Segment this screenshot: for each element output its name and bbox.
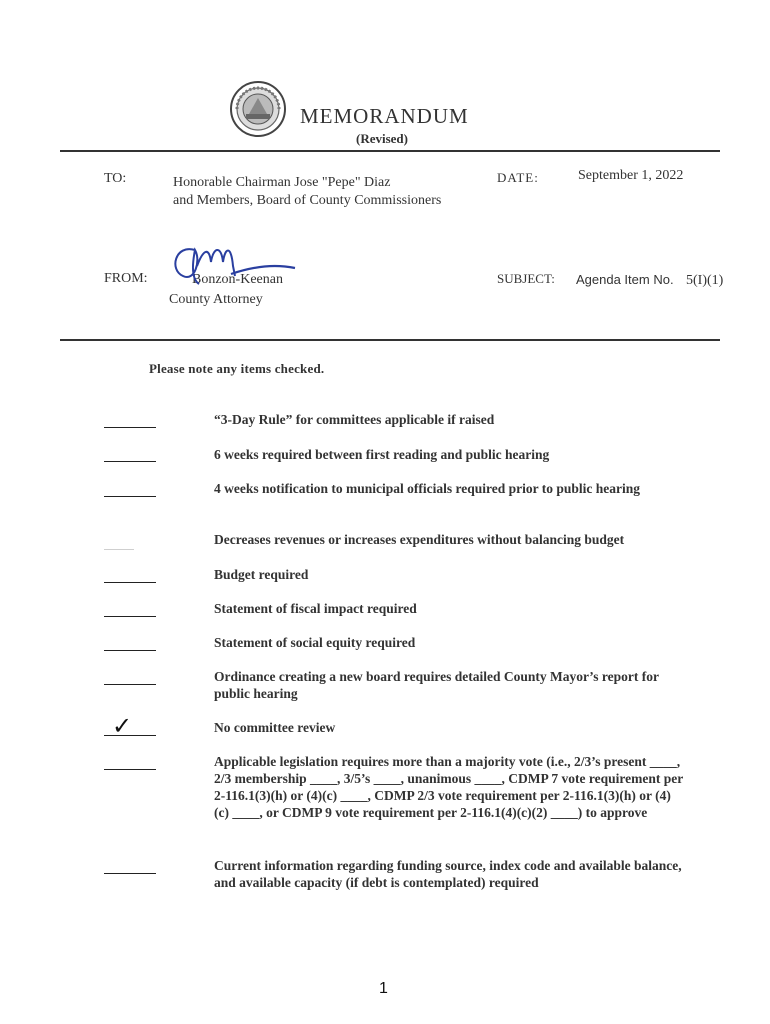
to-line-1: Honorable Chairman Jose "Pepe" Diaz (173, 175, 391, 190)
date-value: September 1, 2022 (578, 168, 684, 183)
checklist-item-majority-vote: Applicable legislation requires more than a majority vote (i.e., 2/3’s present ____, 2/3 membership ____, 3/5’s ____, unanimous ____, CDMP 7 vote requirement per 2-116.1(3)(h) or (4)(c) ____, CDMP 2/3 vote requirement per 2-116.1(3)(h) or (4)(c) ____, or CDMP 9 vote requirement per 2-116.1(4)(c)(2) ____) to approve (214, 754, 683, 820)
memo-title: MEMORANDUM (300, 104, 469, 128)
item-blank-8 (104, 684, 156, 685)
checklist-item-revenues: Decreases revenues or increases expenditures without balancing budget (214, 532, 625, 547)
subject-divider (60, 339, 720, 341)
item-blank-4 (104, 549, 134, 550)
item-blank-2 (104, 461, 156, 462)
signature-icon (165, 236, 300, 292)
memo-subtitle: (Revised) (356, 131, 408, 146)
checklist-item-3-day-rule: “3-Day Rule” for committees applicable if raised (214, 412, 495, 427)
checklist-item-budget: Budget required (214, 567, 309, 582)
item-blank-11 (104, 873, 156, 874)
item-blank-3 (104, 496, 156, 497)
county-seal-icon (229, 80, 287, 138)
item-blank-6 (104, 616, 156, 617)
subject-label: SUBJECT: (497, 271, 555, 286)
checkmark-icon: ✓ (112, 712, 133, 740)
item-blank-7 (104, 650, 156, 651)
to-label: TO: (104, 171, 127, 186)
to-line-2: and Members, Board of County Commissioners (173, 193, 442, 208)
item-blank-1 (104, 427, 156, 428)
checklist-item-new-board: Ordinance creating a new board requires detailed County Mayor’s report for public hearing (214, 669, 659, 701)
from-label: FROM: (104, 271, 148, 286)
item-blank-5 (104, 582, 156, 583)
from-title: County Attorney (169, 292, 263, 307)
checklist-item-funding-source: Current information regarding funding source, index code and available balance, and available capacity (if debt is contemplated) required (214, 858, 682, 890)
checklist-item-social-equity: Statement of social equity required (214, 635, 416, 650)
from-name: Bonzon-Keenan (192, 272, 283, 287)
page-number: 1 (379, 980, 388, 997)
checklist-item-no-committee-review: No committee review (214, 720, 336, 735)
date-label: DATE: (497, 170, 539, 185)
instruction-note: Please note any items checked. (149, 361, 325, 376)
subject-value: Agenda Item No. (576, 272, 674, 287)
subject-item-number: 5(I)(1) (686, 273, 724, 288)
checklist-item-6-weeks: 6 weeks required between first reading and public hearing (214, 447, 550, 462)
checklist-item-4-weeks: 4 weeks notification to municipal officials required prior to public hearing (214, 481, 641, 496)
checklist-item-fiscal-impact: Statement of fiscal impact required (214, 601, 417, 616)
item-blank-10 (104, 769, 156, 770)
header-divider (60, 150, 720, 152)
